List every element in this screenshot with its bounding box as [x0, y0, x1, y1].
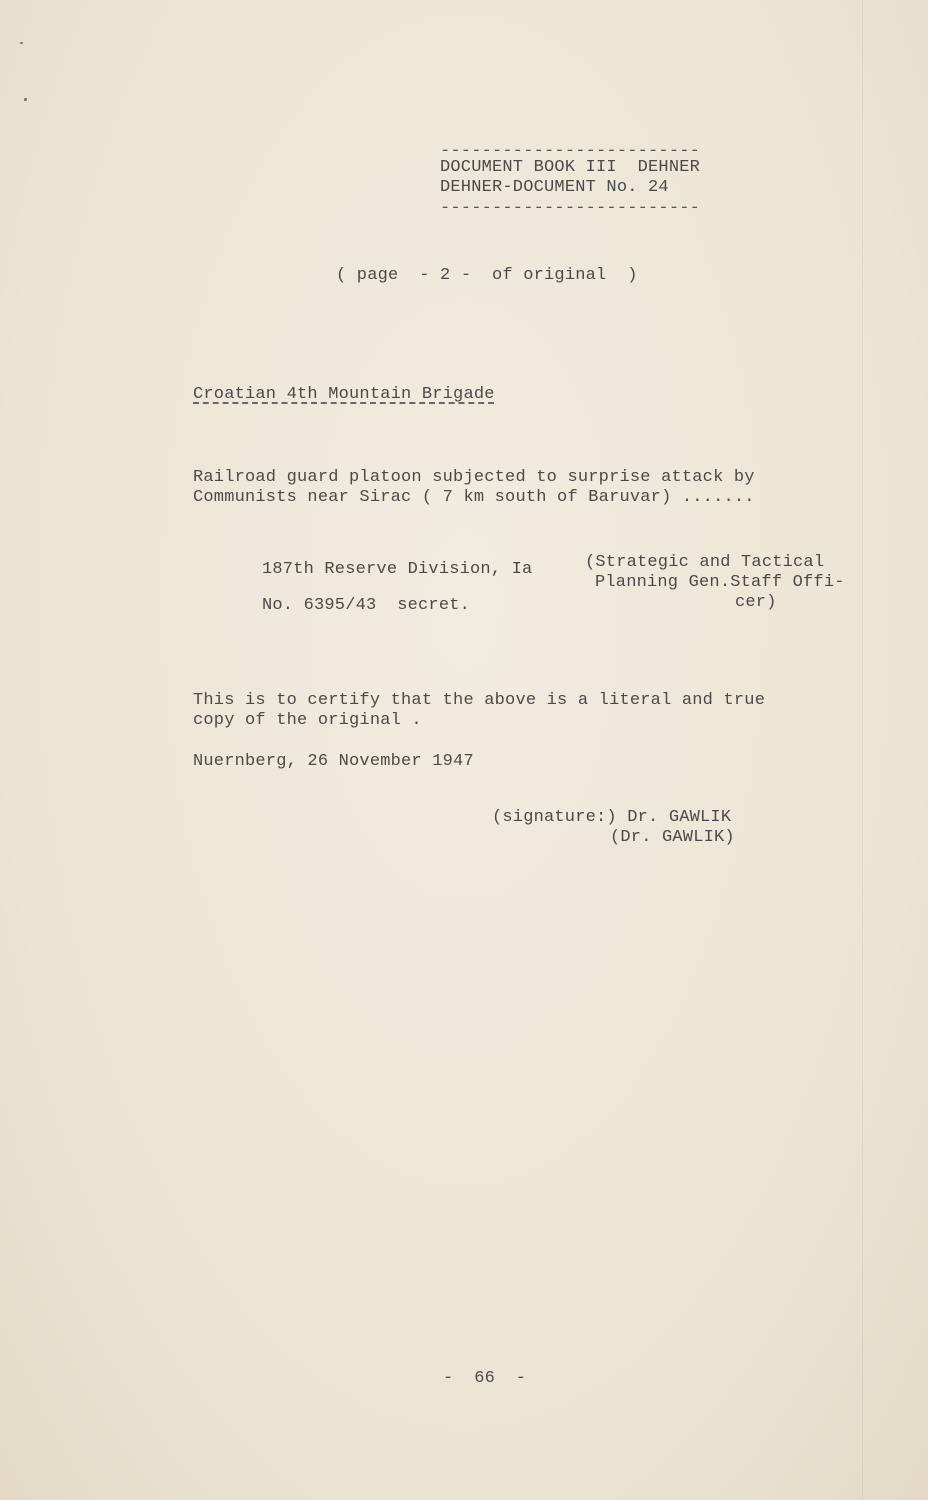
page-number: - 66 -: [443, 1369, 527, 1388]
scan-speck: [24, 98, 27, 101]
document-number-line: DEHNER-DOCUMENT No. 24: [440, 178, 669, 197]
page-reference: ( page - 2 - of original ): [336, 266, 638, 285]
source-role-line-1: (Strategic and Tactical: [585, 553, 825, 572]
source-division: 187th Reserve Division, Ia: [262, 560, 533, 579]
certification-line-2: copy of the original .: [193, 711, 422, 730]
report-line-1: Railroad guard platoon subjected to surprise attack by: [193, 468, 755, 487]
signature-line: (signature:) Dr. GAWLIK: [492, 808, 732, 827]
signature-name: (Dr. GAWLIK): [610, 828, 735, 847]
source-role-line-2: Planning Gen.Staff Offi-: [595, 573, 845, 592]
header-rule-top: -------------------------: [440, 142, 701, 161]
source-role-line-3: cer): [735, 593, 777, 612]
source-number: No. 6395/43 secret.: [262, 596, 471, 615]
document-book-line: DOCUMENT BOOK III DEHNER: [440, 158, 701, 177]
scan-speck: [20, 42, 23, 44]
place-and-date: Nuernberg, 26 November 1947: [193, 752, 474, 771]
header-rule-bottom: -------------------------: [440, 199, 701, 218]
certification-line-1: This is to certify that the above is a literal and true: [193, 691, 766, 710]
page-edge-line: [862, 0, 863, 1500]
unit-heading: Croatian 4th Mountain Brigade: [193, 385, 495, 404]
report-line-2: Communists near Sirac ( 7 km south of Baruvar) .......: [193, 488, 755, 507]
